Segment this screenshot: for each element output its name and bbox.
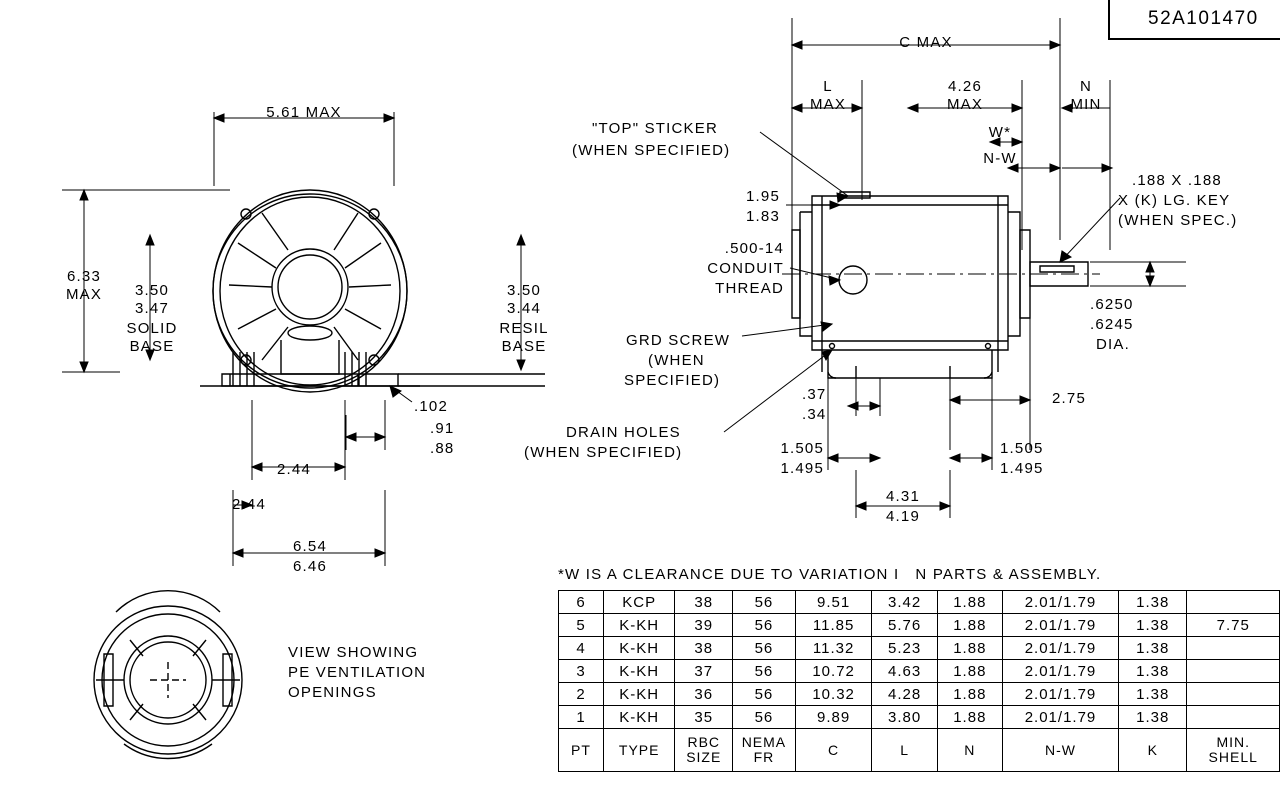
table-cell: 4.63 — [872, 660, 937, 683]
table-header-cell: MIN. SHELL — [1187, 729, 1280, 772]
conduit-thread-1: .500-14 — [724, 240, 784, 257]
conduit-thread-3: THREAD — [715, 280, 784, 297]
table-cell: 3.80 — [872, 706, 937, 729]
table-cell: 38 — [675, 637, 733, 660]
shaft-dia-6250: .6250 — [1090, 296, 1134, 313]
drain-holes-note-2: (WHEN SPECIFIED) — [524, 444, 683, 461]
dim-633-max: MAX — [65, 286, 103, 303]
table-cell: 1.38 — [1119, 614, 1187, 637]
dim-l: L — [823, 78, 833, 95]
table-cell — [1187, 683, 1280, 706]
table-cell — [1187, 591, 1280, 614]
key-note-1: .188 X .188 — [1132, 172, 1222, 189]
table-cell: 11.85 — [795, 614, 872, 637]
table-header-cell: N — [937, 729, 1002, 772]
solid-base-label-2: BASE — [129, 338, 175, 355]
key-note-2: X (K) LG. KEY — [1118, 192, 1231, 209]
table-cell: 7.75 — [1187, 614, 1280, 637]
dim-654: 6.54 — [293, 538, 327, 555]
table-cell: 36 — [675, 683, 733, 706]
table-cell: 1.88 — [937, 706, 1002, 729]
solid-base-label-1: SOLID — [126, 320, 178, 337]
table-cell: 1.88 — [937, 614, 1002, 637]
table-cell: 11.32 — [795, 637, 872, 660]
dim-l-max: MAX — [809, 96, 847, 113]
table-cell — [1187, 706, 1280, 729]
table-cell: 5.76 — [872, 614, 937, 637]
grd-screw-note-1: GRD SCREW — [626, 332, 731, 349]
table-cell: K-KH — [603, 614, 675, 637]
dim-275: 2.75 — [1052, 390, 1086, 407]
dim-1495-left: 1.495 — [780, 460, 824, 477]
specification-table — [558, 590, 1280, 772]
dim-91: .91 — [430, 420, 455, 437]
table-cell: 56 — [733, 683, 796, 706]
dim-244-upper: 2.44 — [277, 461, 311, 478]
pe-ventilation-view — [94, 591, 242, 759]
dim-w-star: W* — [988, 124, 1012, 141]
dim-102: .102 — [414, 398, 448, 415]
table-cell — [1187, 637, 1280, 660]
table-cell: K-KH — [603, 683, 675, 706]
dim-419: 4.19 — [886, 508, 920, 525]
dim-n-min: MIN — [1070, 96, 1102, 113]
table-cell: 56 — [733, 591, 796, 614]
table-cell: K-KH — [603, 706, 675, 729]
resil-base-344: 3.44 — [507, 300, 541, 317]
resil-base-label-2: BASE — [501, 338, 547, 355]
dim-1505-right: 1.505 — [1000, 440, 1044, 457]
dim-426: 4.26 — [948, 78, 982, 95]
dim-37: .37 — [802, 386, 827, 403]
table-cell: 38 — [675, 591, 733, 614]
table-cell: 1 — [559, 706, 604, 729]
table-cell: 2.01/1.79 — [1002, 683, 1118, 706]
table-cell: 2.01/1.79 — [1002, 614, 1118, 637]
table-row — [559, 683, 1280, 706]
table-cell: 2.01/1.79 — [1002, 706, 1118, 729]
dim-183: 1.83 — [746, 208, 780, 225]
table-cell: 56 — [733, 637, 796, 660]
dim-244-lower: 2.44 — [232, 496, 266, 513]
table-cell: 10.32 — [795, 683, 872, 706]
table-cell: 9.89 — [795, 706, 872, 729]
table-cell: 39 — [675, 614, 733, 637]
table-cell: 37 — [675, 660, 733, 683]
vent-caption-2: PE VENTILATION — [288, 664, 427, 681]
dim-88: .88 — [430, 440, 455, 457]
dim-431: 4.31 — [886, 488, 920, 505]
solid-base-350: 3.50 — [135, 282, 169, 299]
key-note-3: (WHEN SPEC.) — [1118, 212, 1238, 229]
grd-screw-note-2: (WHEN — [648, 352, 705, 369]
table-cell: 5 — [559, 614, 604, 637]
dim-34: .34 — [802, 406, 827, 423]
table-header-cell: TYPE — [603, 729, 675, 772]
table-cell: 1.38 — [1119, 637, 1187, 660]
grd-screw-note-3: SPECIFIED) — [624, 372, 721, 389]
table-cell: 56 — [733, 614, 796, 637]
table-cell: 2 — [559, 683, 604, 706]
table-cell: KCP — [603, 591, 675, 614]
table-row — [559, 706, 1280, 729]
solid-base-347: 3.47 — [135, 300, 169, 317]
table-cell: 5.23 — [872, 637, 937, 660]
table-header-cell: C — [795, 729, 872, 772]
dim-1505-left: 1.505 — [780, 440, 824, 457]
dim-426-max: MAX — [946, 96, 984, 113]
dim-646: 6.46 — [293, 558, 327, 575]
vent-caption-3: OPENINGS — [288, 684, 377, 701]
table-cell: K-KH — [603, 637, 675, 660]
table-cell: 1.38 — [1119, 683, 1187, 706]
top-sticker-note-1: "TOP" STICKER — [592, 120, 718, 137]
table-cell: 35 — [675, 706, 733, 729]
drawing-number: 52A101470 — [1148, 8, 1259, 29]
table-cell: 2.01/1.79 — [1002, 637, 1118, 660]
table-cell: 2.01/1.79 — [1002, 591, 1118, 614]
dim-n: N — [1079, 78, 1093, 95]
top-sticker-note-2: (WHEN SPECIFIED) — [572, 142, 731, 159]
dim-195: 1.95 — [746, 188, 780, 205]
table-cell: 4 — [559, 637, 604, 660]
table-cell: 9.51 — [795, 591, 872, 614]
table-cell: 10.72 — [795, 660, 872, 683]
conduit-thread-2: CONDUIT — [707, 260, 784, 277]
table-row — [559, 614, 1280, 637]
dim-561-max: 5.61 MAX — [266, 104, 342, 121]
table-row — [559, 660, 1280, 683]
resil-base-label-1: RESIL — [499, 320, 549, 337]
resil-base-350: 3.50 — [507, 282, 541, 299]
clearance-note: *W IS A CLEARANCE DUE TO VARIATION I N PARTS & ASSEMBLY. — [558, 566, 1102, 583]
vent-caption-1: VIEW SHOWING — [288, 644, 419, 661]
dim-1495-right: 1.495 — [1000, 460, 1044, 477]
shaft-dia-6245: .6245 — [1090, 316, 1134, 333]
table-row — [559, 591, 1280, 614]
table-cell: 56 — [733, 706, 796, 729]
table-header-cell: RBC SIZE — [675, 729, 733, 772]
dim-n-minus-w: N-W — [983, 150, 1017, 167]
table-row — [559, 637, 1280, 660]
table-cell: K-KH — [603, 660, 675, 683]
table-cell: 6 — [559, 591, 604, 614]
table-cell: 4.28 — [872, 683, 937, 706]
table-cell: 1.38 — [1119, 660, 1187, 683]
table-cell: 3 — [559, 660, 604, 683]
table-cell — [1187, 660, 1280, 683]
table-cell: 1.88 — [937, 637, 1002, 660]
table-cell: 1.88 — [937, 660, 1002, 683]
table-cell: 2.01/1.79 — [1002, 660, 1118, 683]
table-header-cell: NEMA FR — [733, 729, 796, 772]
table-cell: 1.88 — [937, 591, 1002, 614]
table-header-row — [559, 729, 1280, 772]
dim-633: 6.33 — [67, 268, 101, 285]
table-header-cell: N-W — [1002, 729, 1118, 772]
table-header-cell: K — [1119, 729, 1187, 772]
table-cell: 56 — [733, 660, 796, 683]
drain-holes-note-1: DRAIN HOLES — [566, 424, 681, 441]
shaft-dia-label: DIA. — [1096, 336, 1130, 353]
table-cell: 1.88 — [937, 683, 1002, 706]
table-header-cell: L — [872, 729, 937, 772]
table-cell: 1.38 — [1119, 706, 1187, 729]
dim-c-max: C MAX — [899, 34, 953, 51]
table-header-cell: PT — [559, 729, 604, 772]
table-cell: 1.38 — [1119, 591, 1187, 614]
table-cell: 3.42 — [872, 591, 937, 614]
